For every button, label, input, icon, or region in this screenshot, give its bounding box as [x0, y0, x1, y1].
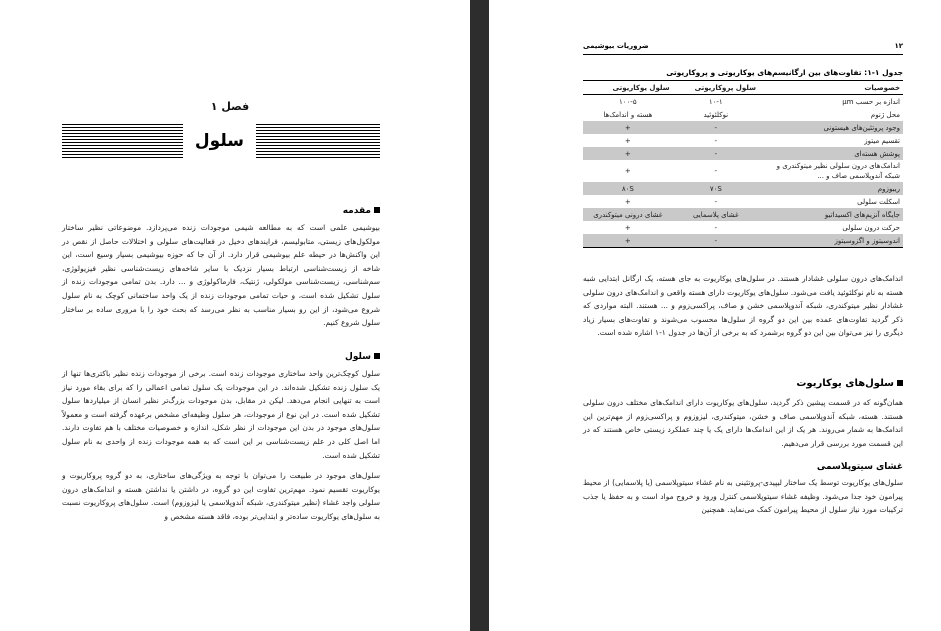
table-cell: اندازه بر حسب µm — [842, 97, 900, 106]
body-paragraph-3: سلول‌های یوکاریوت توسط یک ساختار لیپیدی-پروتئینی به نام غشاء سیتوپلاسمی (یا پلاسمایی) از محیط پیرامون خود جدا می‌شود. وظیفه غشاء سیتوپلاسمی کنترل ورود و خروج مواد است و به حفظ یا جذب ترکیبات مورد نیاز سلول از محیط پیرامون کمک می‌نماید. همچنین — [583, 478, 903, 515]
right-page — [489, 0, 941, 631]
page-gutter — [470, 0, 489, 631]
table-row — [583, 108, 903, 121]
table-cell: + — [624, 197, 631, 206]
intro-paragraph: بیوشیمی علمی است که به مطالعه شیمی موجودات زنده می‌پردازد. موضوعاتی نظیر ساختار مولکول‌های زیستی، متابولیسم، فرایندهای دخیل در فعالیت‌های سلولی و اختلالات حاصل از نقص در این واکنش‌ها در حیطه علم بیوشیمی قرار دارد. از آن جا که حوزه بیوشیمی بسیار وسیع است، این شاخه از زیست‌شناسی ارتباط بسیار نزدیک با سایر شاخه‌های زیست‌شناسی نظیر فیزیولوژی، سم‌شناسی، زیست‌شناسی مولکولی، ژنتیک، فارماکولوژی و ... دارد. بدن تمامی موجودات زنده از سلول تشکیل شده است، و حیات تمامی موجودات زنده از یک واحد ساختمانی کوچک به نام سلول شروع می‌شود، از این رو بسیار مناسب به نظر می‌رسد که بحث خود را با مروری ساده بر ساختار سلول شروع کنیم. — [62, 223, 380, 328]
running-title: ۱۲ — [894, 42, 903, 50]
table-row — [583, 134, 903, 147]
membrane-heading: غشای سیتوپلاسمی — [816, 462, 903, 472]
square-bullet-icon — [374, 353, 380, 359]
table-cell: - — [673, 147, 759, 160]
chapter-title: سلول — [183, 124, 256, 158]
eukaryote-heading-text: سلول‌های یوکاریوت — [796, 378, 894, 389]
table-row — [583, 221, 903, 234]
table-row — [583, 95, 903, 109]
table-row — [583, 121, 903, 134]
chapter-title-band — [62, 124, 380, 158]
table-cell: - — [714, 197, 718, 206]
running-header — [583, 42, 903, 55]
table-cell: ۱۰-۱ — [708, 97, 723, 106]
table-cell: + — [583, 121, 673, 134]
cell-heading-text: سلول — [345, 352, 371, 362]
table-cell: تقسیم میتوز — [864, 136, 900, 145]
cell-paragraph-1: سلول کوچک‌ترین واحد ساختاری موجودات زنده است. برخی از موجودات زنده نظیر باکتری‌ها تنها از یک سلول زنده تشکیل شده‌اند. در این موجودات یک سلول تمامی اعمالی را که برای بقاء مورد نیاز است به تنهایی انجام می‌دهد. لیکن در مقابل، بدن موجودات بزرگ‌تر نظیر انسان از میلیاردها سلول تشکیل شده است. در این نوع از موجودات، هر سلول وظیفه‌ای مشخص برعهده گرفته است و معمولاً سلول‌های موجود در بدن این موجودات از نظر شکل، اندازه و خصوصیات مختلف با هم تفاوت دارند. اما اصل کلی در علم زیست‌شناسی بر این است که به همه موجودات زنده از واحدی به نام سلول تشکیل شده است. — [62, 369, 380, 460]
table-cell: - — [673, 121, 759, 134]
table-cell: اندامک‌های درون سلولی نظیر میتوکندری و شبکه آندوپلاسمی صاف و ... — [776, 162, 900, 180]
table-row — [583, 208, 903, 221]
table-cell: وجود پروتئین‌های هیستونی — [759, 121, 903, 134]
table-row — [583, 182, 903, 195]
cell-heading — [62, 352, 380, 362]
table-header-row — [583, 81, 903, 95]
table-cell: ۱۰۰-۵ — [619, 97, 637, 106]
page-number: ضروریات بیوشیمی — [583, 42, 649, 50]
table-cell: اندوسیتوز و اگزوسیتوز — [759, 234, 903, 248]
eukaryote-heading — [583, 378, 903, 389]
table-header-cell: سلول پروکاریوتی — [673, 81, 759, 95]
cell-paragraph-2: سلول‌های موجود در طبیعت را می‌توان با توجه به ویژگی‌های ساختاری، به دو گروه پروکاریوت و یوکاریوت تقسیم نمود. مهم‌ترین تفاوت این دو گروه، در داشتن یا نداشتن هسته و اندامک‌های درون سلولی واجد غشاء (نظیر میتوکندری، شبکه آندوپلاسمی یا لیزوزوم) است. سلول‌های پروکاریوت نسبت به سلول‌های یوکاریوت ساده‌تر و ابتدایی‌تر بوده، فاقد هسته مشخص و — [62, 471, 380, 521]
body-paragraph-2: همان‌گونه که در قسمت پیشین ذکر گردید، سلول‌های یوکاریوت دارای اندامک‌های مختلف درون سلولی هستند. هسته، شبکه آندوپلاسمی صاف و خشن، میتوکندری، لیزوزوم و پراکسی‌زوم از مهم‌ترین این اندامک‌ها به شمار می‌روند. هر یک از این اندامک‌ها دارای یک یا چند عملکرد زیستی خاص هستند که در این قسمت مورد بررسی قرار می‌دهیم. — [583, 398, 903, 448]
table-cell: + — [624, 167, 631, 175]
table-cell: - — [714, 167, 718, 175]
table-cell: جایگاه آنزیم‌های اکسیداتیو — [759, 208, 903, 221]
table-header-cell: سلول یوکاریوتی — [583, 81, 673, 95]
table-cell: - — [714, 136, 718, 145]
body-paragraph-1: اندامک‌های درون سلولی غشادار هستند. در سلول‌های یوکاریوت به جای هسته، یک ارگانل ابتدایی شبه هسته به نام نوکلئوئید یافت می‌شود. سلول‌های یوکاریوت دارای هسته واقعی و اندامک‌های درون سلولی غشادار نظیر میتوکندری، شبکه آندوپلاسمی خشن و صاف، پراکسی‌زوم و ... هستند. البته مواردی که ذکر گردید تفاوت‌های عمده بین این دو گروه از سلول‌ها محسوب می‌شوند و تفاوت‌های بسیار زیاد دیگری را نیز می‌توان بین این دو گروه برشمرد که به برخی از آن‌ها در جدول ۱-۱ اشاره شده است. — [583, 274, 903, 338]
table-cell: - — [673, 234, 759, 248]
table-cell: غشای پلاسمایی — [673, 208, 759, 221]
table-cell: نوکلئوئید — [703, 110, 729, 119]
intro-heading-text: مقدمه — [342, 206, 371, 216]
table-cell: ریبوزوم — [759, 182, 903, 195]
square-bullet-icon — [897, 380, 903, 386]
intro-heading — [62, 206, 380, 216]
table-row — [583, 147, 903, 160]
table-header-cell: خصوصیات — [759, 81, 903, 95]
table-row — [583, 160, 903, 182]
table-cell: هسته و اندامک‌ها — [603, 110, 653, 119]
table-caption: جدول ۱-۱: تفاوت‌های بین ارگانیسم‌های یوکاریوتی و پروکاریوتی — [666, 68, 903, 77]
table-cell: - — [714, 223, 718, 232]
square-bullet-icon — [374, 207, 380, 213]
table-cell: + — [583, 147, 673, 160]
table-row — [583, 234, 903, 248]
table-cell: محل ژنوم — [870, 110, 900, 119]
table-cell: ۸۰S — [583, 182, 673, 195]
table-cell: حرکت درون سلولی — [842, 223, 900, 232]
comparison-table — [583, 80, 903, 248]
chapter-label: فصل ۱ — [210, 100, 250, 113]
table-cell: + — [583, 234, 673, 248]
table-row — [583, 195, 903, 208]
table-cell: پوشش هسته‌ای — [759, 147, 903, 160]
table-cell: اسکلت سلولی — [857, 197, 900, 206]
table-cell: + — [624, 136, 631, 145]
table-cell: غشای درونی میتوکندری — [583, 208, 673, 221]
table-cell: ۷۰S — [673, 182, 759, 195]
left-page — [0, 0, 470, 631]
table-cell: + — [624, 223, 631, 232]
